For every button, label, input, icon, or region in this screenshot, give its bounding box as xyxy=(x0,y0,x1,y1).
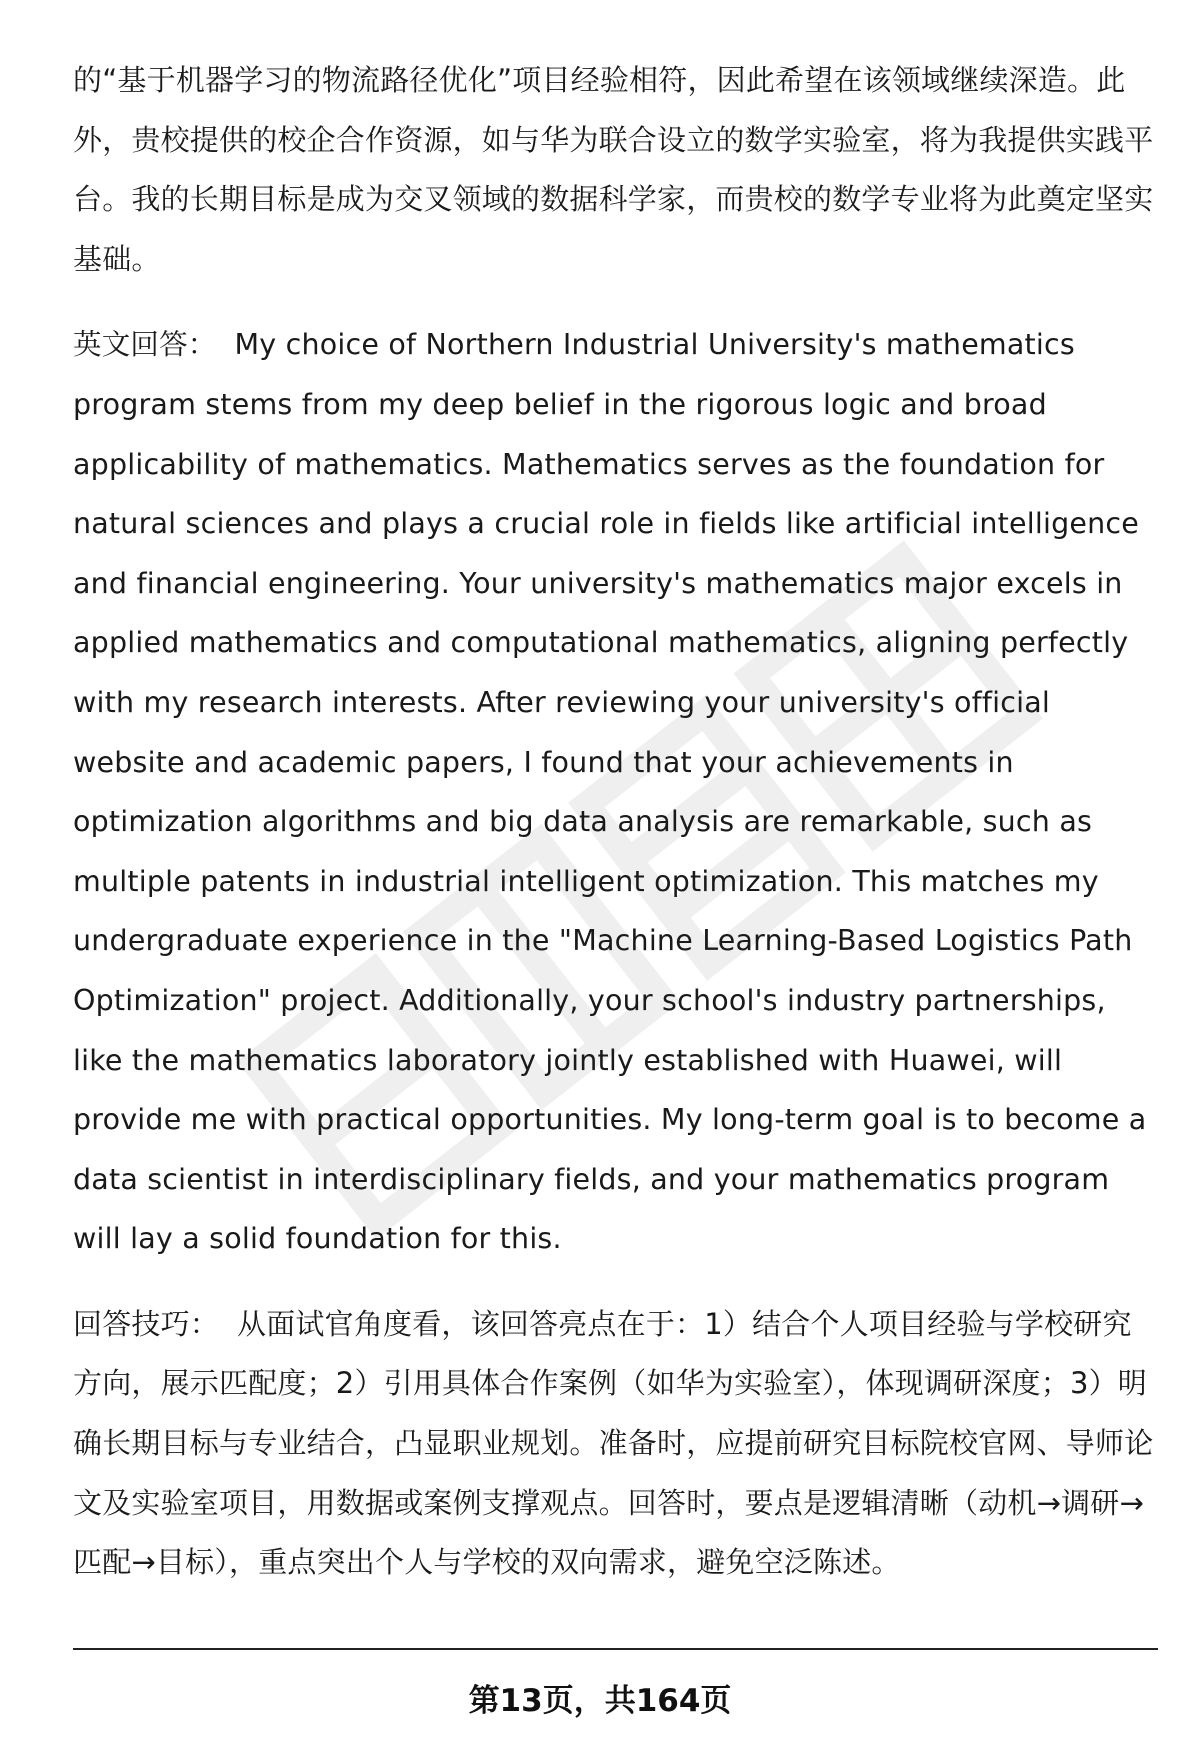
answer-tips-paragraph xyxy=(73,1295,1158,1593)
answer-tips-text: 从面试官角度看，该回答亮点在于：1）结合个人项目经验与学校研究方向，展示匹配度；2）引用具体合作案例（如华为实验室），体现调研深度；3）明确长期目标与专业结合，凸显职业规划。准备时，应提前研究目标院校官网、导师论文及实验室项目，用数据或案例支撑观点。回答时，要点是逻辑清晰（动机→调研→匹配→目标），重点突出个人与学校的双向需求，避免空泛陈述。 xyxy=(73,1306,1154,1580)
english-answer-label: 英文回答： xyxy=(73,328,217,362)
page-number: 第13页，共164页 xyxy=(468,1683,732,1719)
document-body xyxy=(73,51,1158,1619)
english-answer-paragraph xyxy=(73,315,1158,1269)
paragraph-continuation: 的“基于机器学习的物流路径优化”项目经验相符，因此希望在该领域继续深造。此外，贵校提供的校企合作资源，如与华为联合设立的数学实验室，将为我提供实践平台。我的长期目标是成为交叉领域的数据科学家，而贵校的数学专业将为此奠定坚实基础。 xyxy=(73,63,1154,276)
footer-divider xyxy=(73,1648,1158,1650)
english-answer-text: My choice of Northern Industrial University's mathematics program stems from my deep belief in the rigorous logic and broad applicability of mathematics. Mathematics serves as the foundation for natural sciences and plays a crucial role in fields like artificial intelligence and financial engineering. Your university's mathematics major excels in applied mathematics and computational mathematics, aligning perfectly with my research interests. After reviewing your university's official website and academic papers, I found that your achievements in optimization algorithms and big data analysis are remarkable, such as multiple patents in industrial intelligent optimization. This matches my undergraduate experience in the "Machine Learning-Based Logistics Path Optimization" project. Additionally, your school's industry partnerships, like the mathematics laboratory jointly established with Huawei, will provide me with practical opportunities. My long-term goal is to become a data scientist in interdisciplinary fields, and your mathematics program will lay a solid foundation for this. xyxy=(73,328,1147,1256)
answer-tips-label: 回答技巧： xyxy=(73,1306,220,1341)
